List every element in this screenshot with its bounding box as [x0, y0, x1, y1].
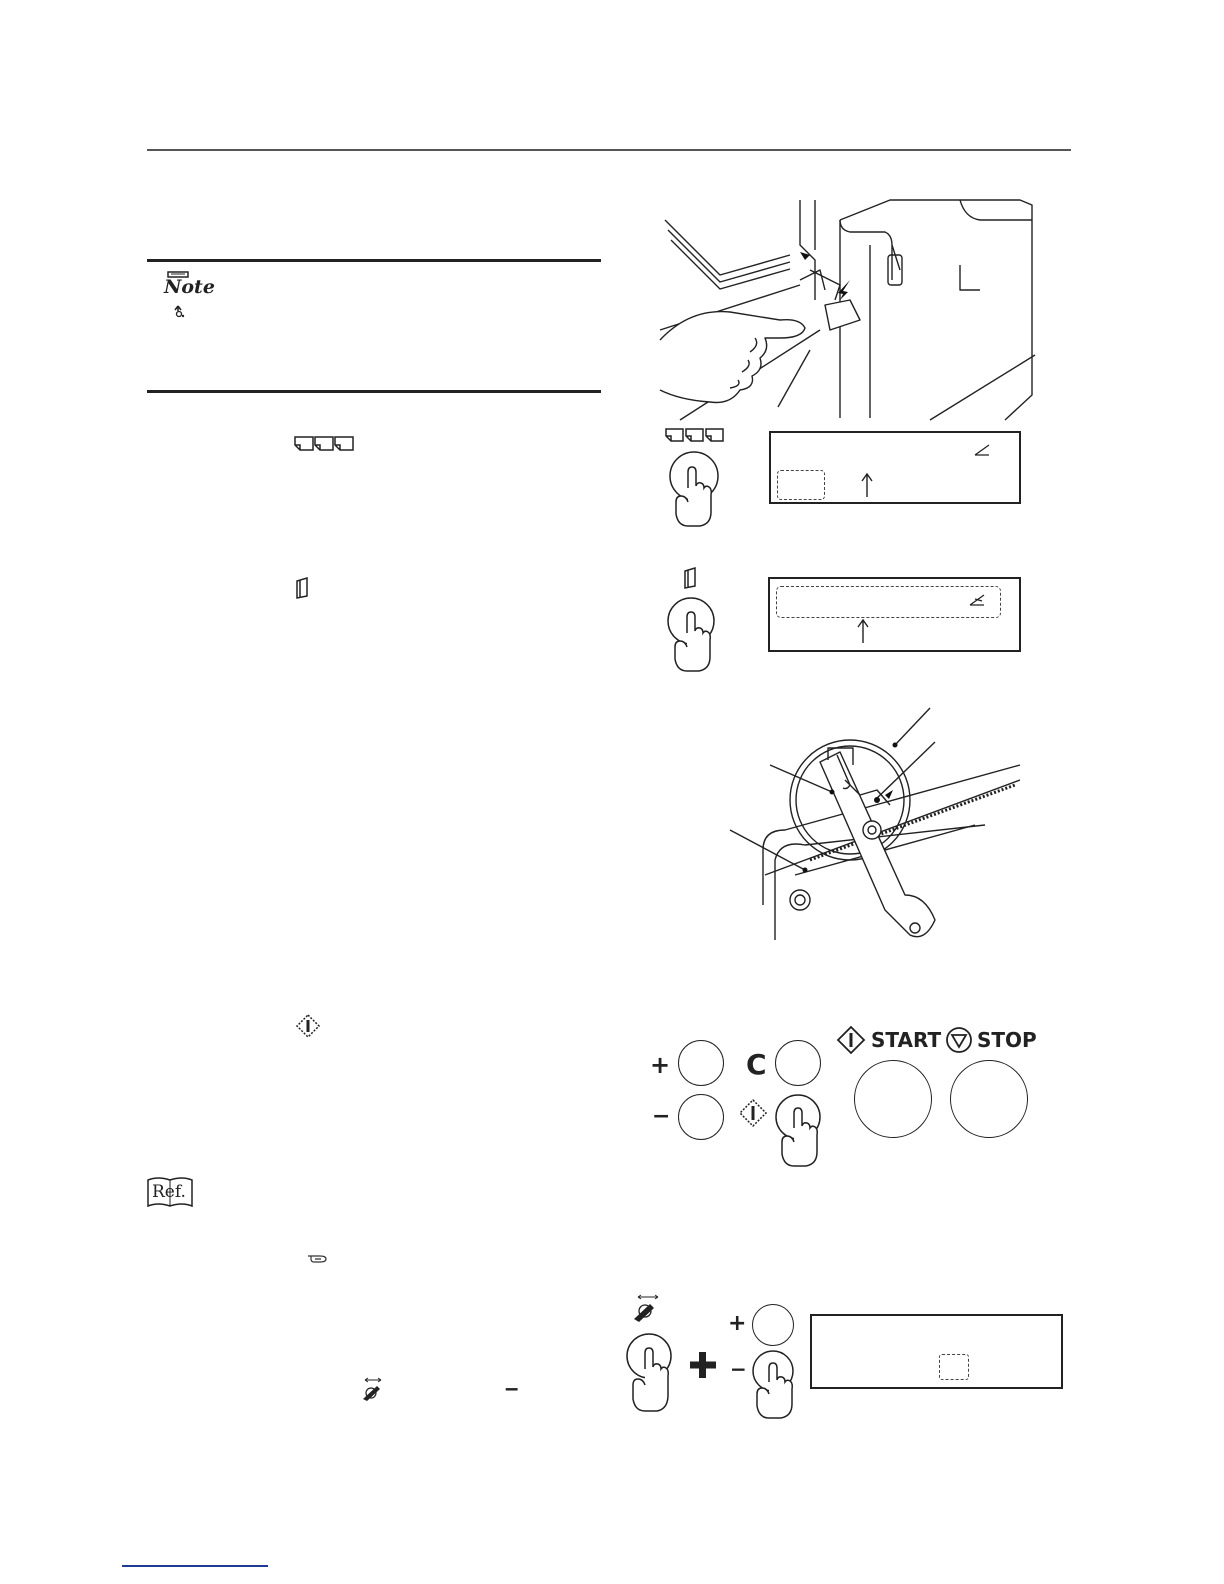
multi-sheet-key-icon — [664, 426, 726, 444]
minus-symbol-inline: – — [505, 1375, 519, 1402]
note-icon — [162, 270, 215, 320]
multi-sheet-button[interactable] — [666, 450, 726, 530]
single-sheet-icon — [295, 577, 311, 599]
start-diamond-icon — [295, 1013, 321, 1039]
note-label: Note — [164, 276, 215, 298]
plus-label: + — [650, 1051, 671, 1079]
ref-icon — [146, 1176, 194, 1210]
multi-sheet-icon — [293, 434, 357, 452]
sub-start-icon — [738, 1098, 768, 1128]
note-bottom-rule — [147, 390, 601, 393]
stop-button[interactable] — [950, 1060, 1028, 1138]
lcd-3-dashed-field — [939, 1354, 969, 1380]
single-sheet-key-icon — [683, 567, 699, 589]
lcd-display-3 — [810, 1314, 1063, 1389]
density-button[interactable] — [626, 1333, 686, 1419]
page-reference-icon — [306, 1250, 328, 1266]
start-icon — [836, 1025, 866, 1055]
header-rule — [147, 149, 1071, 151]
combo-minus-label: − — [730, 1357, 747, 1381]
plus-button[interactable] — [678, 1040, 724, 1086]
note-top-rule — [147, 259, 601, 262]
combo-plus-label: + — [728, 1311, 747, 1336]
start-button[interactable] — [854, 1060, 932, 1138]
control-panel — [640, 1020, 1040, 1170]
stop-icon — [945, 1026, 973, 1054]
stop-label: STOP — [977, 1028, 1037, 1052]
sub-start-button[interactable] — [775, 1094, 835, 1172]
clear-button[interactable] — [775, 1040, 821, 1086]
minus-button[interactable] — [678, 1094, 724, 1140]
minus-label: − — [652, 1104, 671, 1129]
start-label: START — [871, 1028, 942, 1052]
density-key-icon — [630, 1293, 662, 1323]
single-sheet-button[interactable] — [667, 597, 727, 677]
lcd-display-1 — [769, 431, 1021, 504]
density-icon-inline — [359, 1377, 385, 1403]
combo-minus-button[interactable] — [752, 1350, 812, 1420]
clear-label: C — [746, 1048, 767, 1081]
ref-label: Ref. — [152, 1182, 186, 1202]
roller-mechanism-illustration — [725, 700, 1025, 950]
footer-link-underline[interactable] — [122, 1565, 268, 1567]
combo-plus-button[interactable] — [752, 1304, 794, 1346]
paper-tray-illustration — [660, 190, 1040, 430]
plus-combo-icon — [688, 1350, 718, 1380]
lcd-display-2 — [768, 577, 1021, 652]
